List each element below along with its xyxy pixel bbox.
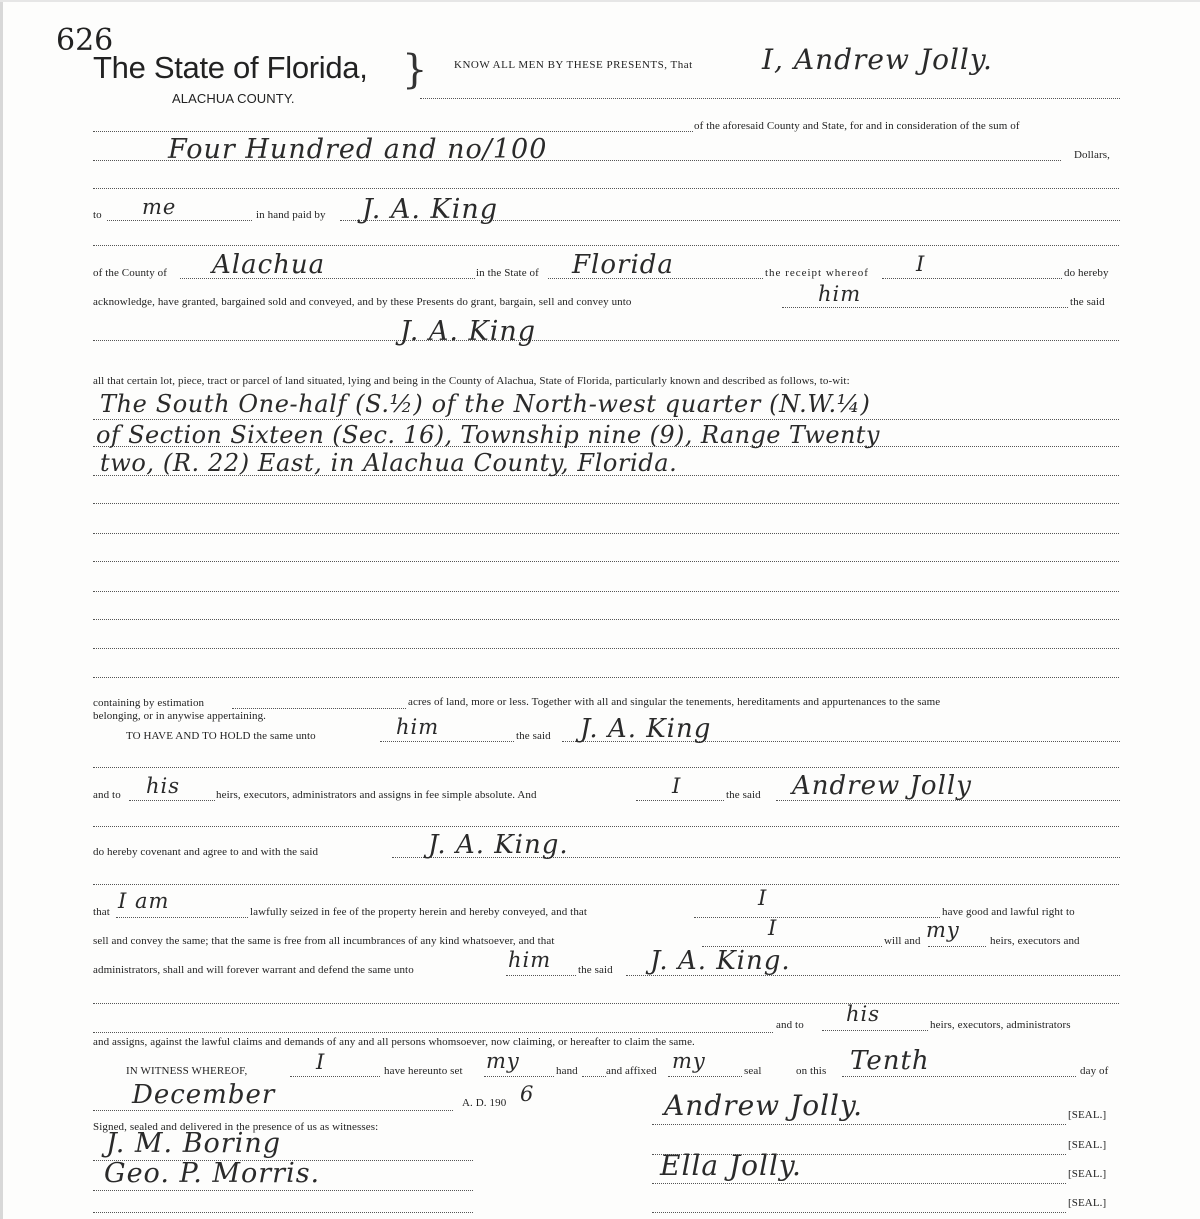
and-to-label-2: and to [776,1019,804,1031]
have-hereunto-label: have hereunto set [384,1065,463,1077]
will-and-handwritten: my [926,918,960,942]
in-witness-label: IN WITNESS WHEREOF, [126,1065,248,1077]
and-who-handwritten: I [672,774,682,798]
and-to-line [129,800,215,801]
acknowledge-label: acknowledge, have granted, bargained sold and conveyed, and by these Presents do grant, bargain, sell and convey unto [93,296,632,308]
line-blank-3 [93,767,1119,768]
witness-who-handwritten: I [316,1050,326,1074]
receipt-line [882,278,1062,279]
unto-line [782,307,1068,308]
do-hereby-label: do hereby [1064,267,1109,279]
signature-line-1 [652,1124,1066,1125]
receipt-whereof-label: the receipt whereof [765,267,869,279]
month-line [93,1110,453,1111]
state-title: The State of Florida, [93,50,368,85]
covenant-handwritten: J. A. King. [428,830,569,860]
in-hand-paid-label: in hand paid by [256,209,326,221]
signature-1: Andrew Jolly. [664,1089,863,1122]
line-grantee [93,340,1119,341]
affixed-my-handwritten: my [672,1049,706,1073]
signature-2: Ella Jolly. [660,1149,802,1182]
month-handwritten: December [132,1080,276,1110]
set-my-handwritten: my [486,1049,520,1073]
county-handwritten: Alachua [212,250,326,280]
and-affixed-label: and affixed [606,1065,657,1077]
the-said-label-2: the said [516,730,551,742]
and-that-handwritten: I [758,886,768,910]
grantee-handwritten: J. A. King [400,316,537,347]
desc-line-10 [93,677,1119,678]
header-brace: } [402,47,428,93]
desc-line-9 [93,648,1119,649]
defend-said-handwritten: J. A. King. [650,946,791,976]
line-blank-5 [93,884,1119,885]
desc-line-8 [93,619,1119,620]
page-number: 626 [56,23,114,58]
to-have-label: TO HAVE AND TO HOLD the same unto [126,730,316,742]
day-of-label: day of [1080,1065,1109,1077]
witness-2: Geo. P. Morris. [104,1158,321,1189]
witness-line-3 [93,1212,473,1213]
have-unto-handwritten: him [396,715,440,739]
description-line-2: of Section Sixteen (Sec. 16), Township nine (9), Range Twenty [96,421,880,449]
description-line-1: The South One-half (S.½) of the North-west quarter (N.W.¼) [100,390,871,418]
signed-sealed-label: Signed, sealed and delivered in the presence of us as witnesses: [93,1121,379,1133]
and-to-label: and to [93,789,121,801]
sum-handwritten: Four Hundred and no/100 [168,134,548,165]
heirs-executors-label: heirs, executors and [990,935,1080,947]
seal-label-1: [SEAL.] [1068,1109,1107,1121]
scan-edge [0,0,3,1219]
ad-label: A. D. 190 [462,1097,507,1109]
that-label: that [93,906,110,918]
on-this-label: on this [796,1065,827,1077]
signature-line-3 [652,1183,1066,1184]
administrators-label: administrators, shall and will forever warrant and defend the same unto [93,964,414,976]
desc-line-5 [93,533,1119,534]
and-assigns-label: and assigns, against the lawful claims and demands of any and all persons whomsoever, now claiming, or hereafter to claim the same. [93,1036,695,1048]
heirs-admins-label: heirs, executors, administrators [930,1019,1071,1031]
state-of-label: in the State of [476,267,539,279]
grantor-line [420,98,1120,99]
line-blank-1 [93,188,1119,189]
desc-line-4 [93,503,1119,504]
will-and-label: will and [884,935,921,947]
scan-edge-top [0,0,1200,2]
that-line [116,917,248,918]
containing-label: containing by estimation [93,697,205,709]
desc-line-6 [93,561,1119,562]
lawfully-seized-label: lawfully seized in fee of the property herein and hereby conveyed, and that [250,906,588,918]
county-label: ALACHUA COUNTY. [172,91,295,106]
that-am-handwritten: I am [118,889,170,913]
state-handwritten: Florida [572,250,674,280]
have-unto-line [380,741,514,742]
day-handwritten: Tenth [850,1046,930,1076]
will-and-line [928,946,986,947]
have-good-label: have good and lawful right to [942,906,1075,918]
seal-label-4: [SEAL.] [1068,1197,1107,1209]
day-line [842,1076,1076,1077]
county-of-label: of the County of [93,267,168,279]
and-who-line [636,800,724,801]
heirs-assigns-label: heirs, executors, administrators and assigns in fee simple absolute. And [216,789,537,801]
and-said-handwritten: Andrew Jolly [792,771,972,801]
affixed-my-line [668,1076,742,1077]
sell-convey-label: sell and convey the same; that the same is free from all incumbrances of any kind whatsoever, and that [93,935,555,947]
and-to-2-handwritten: his [846,1002,881,1026]
defend-unto-line [506,975,576,976]
the-said-label-3: the said [726,789,761,801]
unto-handwritten: him [818,282,862,306]
all-that-certain-label: all that certain lot, piece, tract or parcel of land situated, lying and being in the County of Alachua, State of Florida, particularly known and described as follows, to-wit: [93,375,850,387]
and-that-line [694,917,940,918]
line-blank-2 [93,245,1119,246]
witness-line-2 [93,1190,473,1191]
description-line-3: two, (R. 22) East, in Alachua County, Florida. [100,449,678,477]
the-said-label-4: the said [578,964,613,976]
to-handwritten: me [142,195,177,219]
seal-label-2: [SEAL.] [1068,1139,1107,1151]
seal-label-3: [SEAL.] [1068,1168,1107,1180]
aforesaid-label: of the aforesaid County and State, for and in consideration of the sum of [694,120,1020,132]
belonging-label: belonging, or in anywise appertaining. [93,710,267,722]
dollars-label: Dollars, [1074,149,1110,161]
hand-line [582,1076,606,1077]
acres-line [232,708,406,709]
hand-label: hand [556,1065,578,1077]
witness-who-line [290,1076,380,1077]
covenant-label: do hereby covenant and agree to and with the said [93,846,319,858]
line-blank-6 [93,1003,1119,1004]
and-to-2-line [822,1030,928,1031]
desc-line-7 [93,591,1119,592]
line-aforesaid [93,131,693,132]
have-said-handwritten: J. A. King [580,714,712,744]
to-line [107,220,252,221]
the-said-label-1: the said [1070,296,1105,308]
line-before-and-to [93,1032,773,1033]
grantor-handwritten: I, Andrew Jolly. [762,43,993,76]
line-blank-4 [93,826,1119,827]
signature-line-4 [652,1212,1066,1213]
seal-label: seal [744,1065,762,1077]
paid-by-handwritten: J. A. King [362,194,499,225]
witness-1: J. M. Boring [106,1128,282,1159]
and-that-2-handwritten: I [768,916,778,940]
to-label: to [93,209,102,221]
year-handwritten: 6 [520,1082,535,1106]
set-my-line [484,1076,554,1077]
acres-label: acres of land, more or less. Together with all and singular the tenements, hereditaments and appurtenances to the same [408,696,941,708]
receipt-handwritten: I [916,252,926,276]
and-to-handwritten: his [146,774,181,798]
know-all-men-label: KNOW ALL MEN BY THESE PRESENTS, That [454,59,693,71]
defend-unto-handwritten: him [508,948,552,972]
desc-line-1 [93,419,1119,420]
